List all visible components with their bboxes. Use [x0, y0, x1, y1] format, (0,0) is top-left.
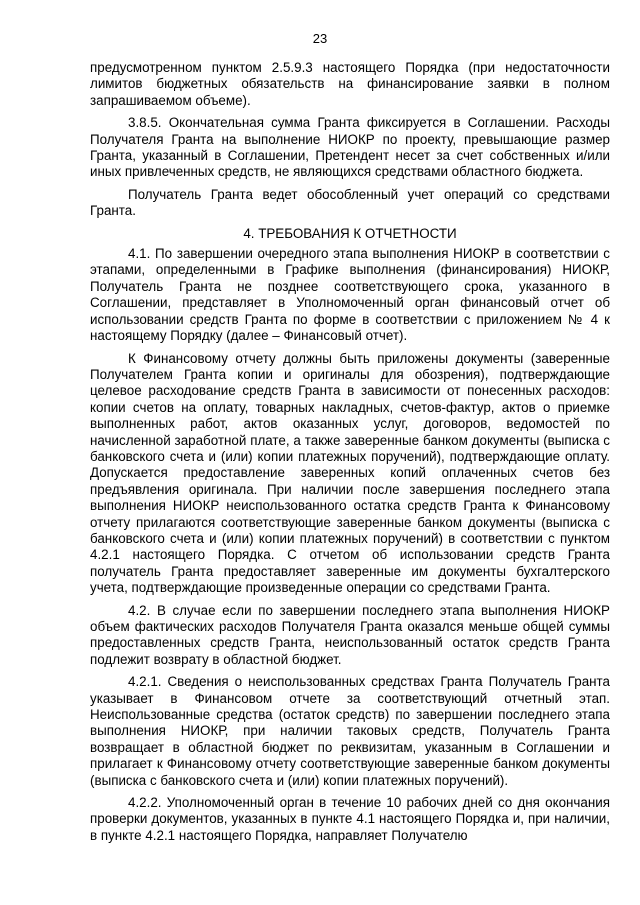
- paragraph-financial-report-documents: К Финансовому отчету должны быть приложены документы (заверенные Получателем Гранта копии и оригиналы для обозрения), подтверждающие целевое расходование средств Гранта в зависимости от понесенных расходов: копии счетов на оплату, товарных накладных, счетов-фактур, актов о приемке выполненных работ, актов оказанных услуг, договоров, ведомостей по начисленной заработной плате, а также заверенные банком документы (выписка с банковского счета и (или) копии платежных поручений), подтверждающие оплату. Допускается предоставление заверенных копий оплаченных счетов без предъявления оригинала. При наличии после завершения последнего этапа выполнения НИОКР неиспользованного остатка средств Гранта к Финансовому отчету прилагаются соответствующие заверенные банком документы (выписка с банковского счета и (или) копии платежных поручений) в соответствии с пунктом 4.2.1 настоящего Порядка. С отчетом об использовании средств Гранта получатель Гранта предоставляет заверенные им документы бухгалтерского учета, подтверждающие произведенные операции со средствами Гранта.: [90, 350, 610, 596]
- paragraph-continuation: предусмотренном пунктом 2.5.9.3 настоящего Порядка (при недостаточности лимитов бюджетных обязательств на финансирование заявки в полном запрашиваемом объеме).: [90, 60, 610, 108]
- paragraph-4-2-2: 4.2.2. Уполномоченный орган в течение 10 рабочих дней со дня окончания проверки документов, указанных в пункте 4.1 настоящего Порядка и, при наличии, в пункте 4.2.1 настоящего Порядка, направляет Получателю: [90, 795, 610, 843]
- paragraph-4-1: 4.1. По завершении очередного этапа выполнения НИОКР в соответствии с этапами, определенными в Графике выполнения (финансирования) НИОКР, Получатель Гранта не позднее соответствующего срока, указанного в Соглашении, представляет в Уполномоченный орган финансовый отчет об использовании средств Гранта по форме в соответствии с приложением № 4 к настоящему Порядку (далее – Финансовый отчет).: [90, 246, 610, 344]
- paragraph-3-8-5: 3.8.5. Окончательная сумма Гранта фиксируется в Соглашении. Расходы Получателя Гранта на выполнение НИОКР по проекту, превышающие размер Гранта, указанный в Соглашении, Претендент несет за счет собственных и/или иных привлеченных средств, не являющихся средствами областного бюджета.: [90, 115, 610, 180]
- paragraph-4-2-1: 4.2.1. Сведения о неиспользованных средствах Гранта Получатель Гранта указывает в Финансовом отчете за соответствующий отчетный этап. Неиспользованные средства (остаток средств) по завершении последнего этапа выполнения НИОКР, при наличии таковых средств, Получатель Гранта возвращает в областной бюджет по реквизитам, указанным в Соглашении и прилагает к Финансовому отчету соответствующие заверенные банком документы (выписка с банковского счета и (или) копии платежных поручений).: [90, 674, 610, 788]
- paragraph-4-2: 4.2. В случае если по завершении последнего этапа выполнения НИОКР объем фактических расходов Получателя Гранта оказался меньше общей суммы предоставленных средств Гранта, неиспользованный остаток средств Гранта подлежит возврату в областной бюджет.: [90, 602, 610, 667]
- page-number: 23: [312, 31, 328, 46]
- section-heading: 4. ТРЕБОВАНИЯ К ОТЧЕТНОСТИ: [243, 225, 457, 241]
- paragraph-separate-accounting: Получатель Гранта ведет обособленный учет операций со средствами Гранта.: [90, 186, 610, 219]
- document-body: [90, 60, 610, 850]
